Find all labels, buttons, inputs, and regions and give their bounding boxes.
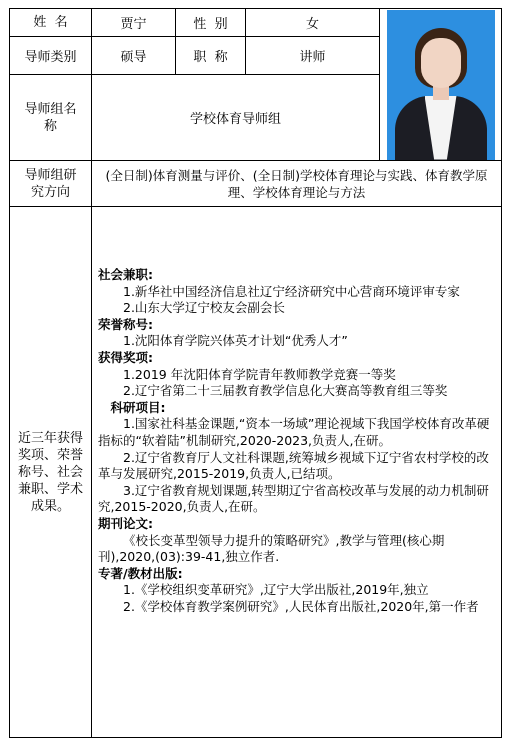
- research-item-1: 1.国家社科基金课题,“资本一场域”理论视域下我国学校体育改革硬指标的“软着陆”机制研究,2020-2023,负责人,在研。: [98, 416, 490, 448]
- award-heading: 获得奖项:: [98, 349, 153, 365]
- direction-value: (全日制)体育测量与评价、(全日制)学校体育理论与实践、体育教学原理、学校体育理论与方法: [92, 161, 502, 207]
- paper-item-1: 《校长变革型领导力提升的策略研究》,教学与管理(核心期刊),2020,(03):39-41,独立作者.: [98, 532, 445, 565]
- name-value: 贾宁: [92, 9, 176, 37]
- gender-value: 女: [246, 9, 380, 37]
- title-label: 职 称: [176, 37, 246, 75]
- advisor-type-value: 硕导: [92, 37, 176, 75]
- achievements-content: [92, 207, 502, 738]
- honor-item-1: 1.沈阳体育学院兴体英才计划“优秀人才”: [123, 333, 348, 349]
- research-heading: 科研项目:: [110, 399, 166, 415]
- title-value: 讲师: [246, 37, 380, 75]
- research-item-3: 3.辽宁省教育规划课题,转型期辽宁省高校改革与发展的动力机制研究,2015-2020,负责人,在研。: [98, 482, 489, 515]
- social-heading: 社会兼职:: [98, 267, 153, 282]
- direction-label: 导师组研究方向: [10, 161, 92, 207]
- social-item-2: 2.山东大学辽宁校友会副会长: [123, 300, 285, 316]
- advisor-type-label: 导师类别: [10, 37, 92, 75]
- achievements-label: 近三年获得奖项、荣誉称号、社会兼职、学术成果。: [10, 207, 92, 738]
- book-heading: 专著/教材出版:: [98, 565, 183, 581]
- honor-heading: 荣誉称号:: [98, 316, 153, 332]
- paper-heading: 期刊论文:: [98, 515, 153, 531]
- portrait-photo: [387, 10, 495, 160]
- gender-label: 性 别: [176, 9, 246, 37]
- research-item-2: 2.辽宁省教育厅人文社科课题,统筹城乡视域下辽宁省农村学校的改革与发展研究,2015-2019,负责人,已结项。: [98, 449, 489, 482]
- group-label: 导师组名称: [10, 75, 92, 161]
- book-item-1: 1.《学校组织变革研究》,辽宁大学出版社,2019年,独立: [123, 582, 429, 598]
- award-item-1: 1.2019 年沈阳体育学院青年教师教学竞赛一等奖: [123, 366, 396, 382]
- group-value: 学校体育导师组: [92, 75, 380, 161]
- name-label: 姓 名: [10, 9, 92, 37]
- photo-cell: [380, 9, 502, 161]
- profile-table: [9, 8, 502, 738]
- book-item-2: 2.《学校体育教学案例研究》,人民体育出版社,2020年,第一作者: [123, 598, 479, 614]
- social-item-1: 1.新华社中国经济信息社辽宁经济研究中心营商环境评审专家: [123, 283, 460, 299]
- profile-form: [9, 8, 501, 739]
- award-item-2: 2.辽宁省第二十三届教育教学信息化大赛高等教育组三等奖: [123, 383, 448, 399]
